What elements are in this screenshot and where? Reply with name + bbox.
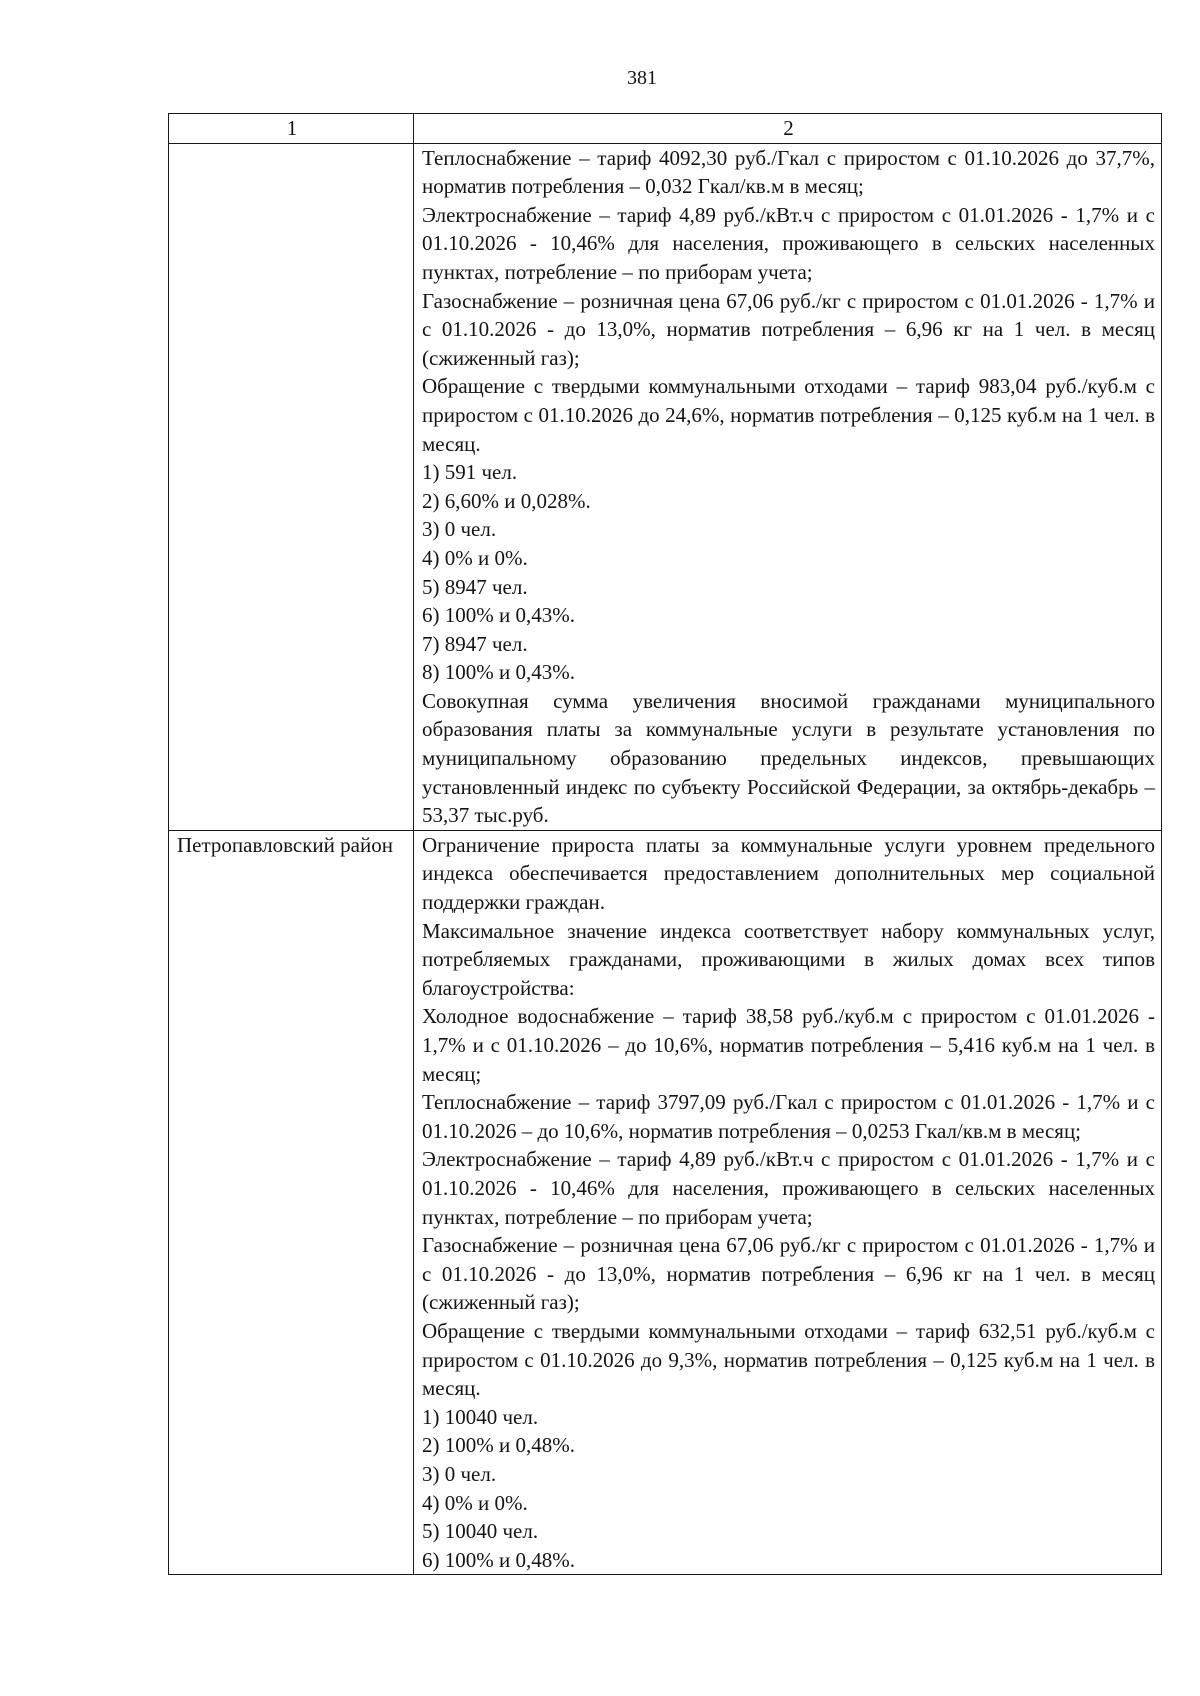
tariff-heat: Теплоснабжение – тариф 3797,09 руб./Гкал с приростом с 01.01.2026 - 1,7% и с 01.10.2026 – до 10,6%, норматив потребления – 0,0253 Гкал/кв.м в месяц; <box>422 1090 1155 1143</box>
list-item: 4) 0% и 0%. <box>422 545 528 570</box>
max-index-note: Максимальное значение индекса соответствует набору коммунальных услуг, потребляемых гражданами, проживающими в жилых домах всех типов благоустройства: <box>422 918 1155 1000</box>
column-header-2: 2 <box>414 114 1162 144</box>
tariff-waste: Обращение с твердыми коммунальными отходами – тариф 983,04 руб./куб.м с приростом с 01.10.2026 до 24,6%, норматив потребления – 0,125 куб.м на 1 чел. в месяц. <box>422 374 1155 456</box>
tariff-electricity: Электроснабжение – тариф 4,89 руб./кВт.ч с приростом с 01.01.2026 - 1,7% и с 01.10.2026 - 10,46% для населения, проживающего в сельских населенных пунктах, потребление – по приборам учета; <box>422 202 1155 284</box>
tariff-table <box>168 113 1162 1575</box>
tariff-cold-water: Холодное водоснабжение – тариф 38,58 руб./куб.м с приростом с 01.01.2026 - 1,7% и с 01.10.2026 – до 10,6%, норматив потребления – 5,416 куб.м на 1 чел. в месяц; <box>422 1004 1155 1086</box>
list-item: 1) 10040 чел. <box>422 1404 539 1429</box>
list-item: 2) 6,60% и 0,028%. <box>422 488 591 513</box>
tariff-heat: Теплоснабжение – тариф 4092,30 руб./Гкал с приростом с 01.10.2026 до 37,7%, норматив потребления – 0,032 Гкал/кв.м в месяц; <box>422 145 1155 199</box>
table-row <box>169 143 1162 830</box>
list-item: 3) 0 чел. <box>422 517 497 542</box>
content-cell <box>414 143 1162 830</box>
list-item: 1) 591 чел. <box>422 460 518 485</box>
list-item: 6) 100% и 0,43%. <box>422 603 575 628</box>
list-item: 5) 10040 чел. <box>422 1519 539 1544</box>
content-cell <box>414 830 1162 1574</box>
list-item: 4) 0% и 0%. <box>422 1490 528 1515</box>
list-item: 8) 100% и 0,43%. <box>422 660 575 685</box>
tariff-gas: Газоснабжение – розничная цена 67,06 руб./кг с приростом с 01.01.2026 - 1,7% и с 01.10.2026 - до 13,0%, норматив потребления – 6,96 кг на 1 чел. в месяц (сжиженный газ); <box>422 288 1155 370</box>
table-row <box>169 830 1162 1574</box>
column-header-1: 1 <box>169 114 414 144</box>
list-item: 7) 8947 чел. <box>422 631 528 656</box>
table-header-row <box>169 114 1162 144</box>
list-item: 2) 100% и 0,48%. <box>422 1433 575 1458</box>
page-number: 381 <box>627 67 657 89</box>
tariff-waste: Обращение с твердыми коммунальными отходами – тариф 632,51 руб./куб.м с приростом с 01.10.2026 до 9,3%, норматив потребления – 0,125 куб.м на 1 чел. в месяц. <box>422 1318 1155 1401</box>
payment-limit-note: Ограничение прироста платы за коммунальные услуги уровнем предельного индекса обеспечивается предоставлением дополнительных мер социальной поддержки граждан. <box>422 832 1155 915</box>
tariff-electricity: Электроснабжение – тариф 4,89 руб./кВт.ч с приростом с 01.01.2026 - 1,7% и с 01.10.2026 - 10,46% для населения, проживающего в сельских населенных пунктах, потребление – по приборам учета; <box>422 1147 1155 1229</box>
total-increase-summary: Совокупная сумма увеличения вносимой гражданами муниципального образования платы за коммунальные услуги в результате установления по муниципальному образованию предельных индексов, превышающих установленный индекс по субъекту Российской Федерации, за октябрь-декабрь – 53,37 тыс.руб. <box>422 688 1155 828</box>
region-cell <box>169 143 414 830</box>
tariff-gas: Газоснабжение – розничная цена 67,06 руб./кг с приростом с 01.01.2026 - 1,7% и с 01.10.2026 - до 13,0%, норматив потребления – 6,96 кг на 1 чел. в месяц (сжиженный газ); <box>422 1233 1155 1315</box>
region-cell: Петропавловский район <box>169 830 414 1574</box>
list-item: 6) 100% и 0,48%. <box>422 1547 575 1572</box>
list-item: 5) 8947 чел. <box>422 574 528 599</box>
list-item: 3) 0 чел. <box>422 1461 497 1486</box>
